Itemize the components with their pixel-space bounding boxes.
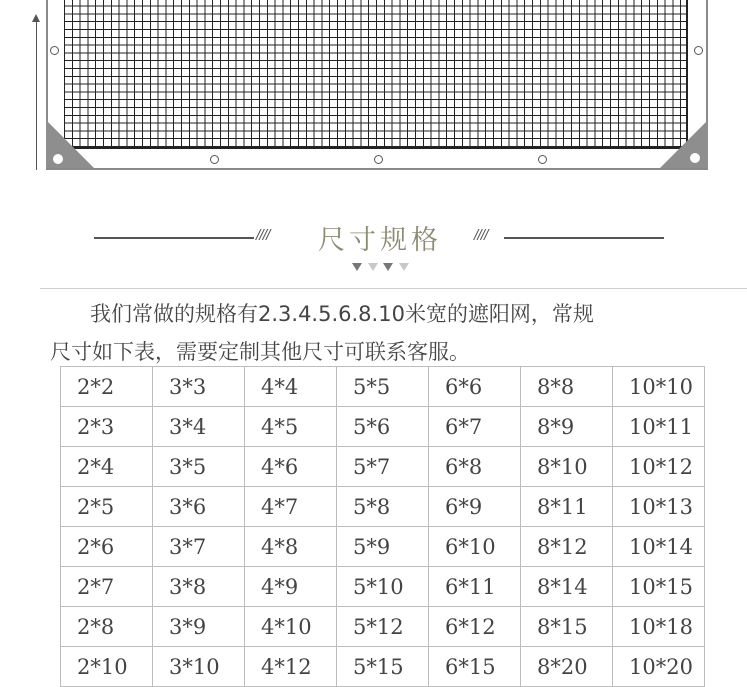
size-cell: 2*2 [61, 367, 153, 407]
grommet-icon [374, 155, 383, 164]
grommet-icon [538, 155, 547, 164]
table-row [61, 447, 705, 487]
size-cell: 6*10 [429, 527, 521, 567]
size-cell: 6*12 [429, 607, 521, 647]
down-triangle-icon [383, 263, 393, 271]
size-cell: 6*7 [429, 407, 521, 447]
size-cell: 3*6 [153, 487, 245, 527]
size-cell: 8*11 [521, 487, 613, 527]
description-line-1: 我们常做的规格有2.3.4.5.6.8.10米宽的遮阳网，常规 [90, 302, 594, 326]
shade-net-mesh-image [64, 0, 688, 149]
size-cell: 3*5 [153, 447, 245, 487]
size-cell: 10*13 [613, 487, 705, 527]
size-cell: 6*15 [429, 647, 521, 687]
size-cell: 10*11 [613, 407, 705, 447]
size-cell: 10*12 [613, 447, 705, 487]
size-cell: 8*10 [521, 447, 613, 487]
size-cell: 4*9 [245, 567, 337, 607]
size-cell: 2*5 [61, 487, 153, 527]
down-triangle-icon [368, 263, 378, 271]
size-cell: 2*4 [61, 447, 153, 487]
description-line-2: 尺寸如下表，需要定制其他尺寸可联系客服。 [50, 340, 470, 364]
size-cell: 4*8 [245, 527, 337, 567]
size-cell: 8*8 [521, 367, 613, 407]
size-cell: 10*14 [613, 527, 705, 567]
size-cell: 5*6 [337, 407, 429, 447]
table-row [61, 407, 705, 447]
table-row [61, 567, 705, 607]
size-cell: 10*10 [613, 367, 705, 407]
size-cell: 5*7 [337, 447, 429, 487]
down-triangle-icon [399, 263, 409, 271]
size-cell: 3*10 [153, 647, 245, 687]
size-cell: 4*7 [245, 487, 337, 527]
table-row [61, 607, 705, 647]
title-rule-left [94, 237, 254, 239]
size-cell: 3*8 [153, 567, 245, 607]
size-cell: 10*18 [613, 607, 705, 647]
size-cell: 5*8 [337, 487, 429, 527]
table-row [61, 527, 705, 567]
size-cell: 3*3 [153, 367, 245, 407]
size-cell: 6*6 [429, 367, 521, 407]
size-cell: 8*12 [521, 527, 613, 567]
size-cell: 3*4 [153, 407, 245, 447]
grommet-icon [694, 46, 703, 55]
size-cell: 4*12 [245, 647, 337, 687]
grommet-icon [50, 46, 59, 55]
title-slashes-right: //// [474, 228, 488, 243]
size-cell: 5*12 [337, 607, 429, 647]
size-cell: 6*9 [429, 487, 521, 527]
table-row [61, 487, 705, 527]
title-slashes-left: //// [256, 228, 270, 243]
size-cell: 4*4 [245, 367, 337, 407]
dimension-line [36, 18, 37, 170]
corner-reinforcement-right [660, 120, 708, 168]
size-cell: 2*7 [61, 567, 153, 607]
size-cell: 2*6 [61, 527, 153, 567]
size-cell: 5*5 [337, 367, 429, 407]
size-cell: 8*9 [521, 407, 613, 447]
size-cell: 2*3 [61, 407, 153, 447]
title-rule-right [504, 237, 664, 239]
section-title: 尺寸规格 [318, 225, 442, 256]
size-cell: 2*8 [61, 607, 153, 647]
size-cell: 2*10 [61, 647, 153, 687]
size-cell: 10*20 [613, 647, 705, 687]
down-triangle-icon [352, 263, 362, 271]
section-divider [40, 288, 747, 289]
size-cell: 8*14 [521, 567, 613, 607]
size-cell: 8*15 [521, 607, 613, 647]
size-cell: 6*11 [429, 567, 521, 607]
size-cell: 5*10 [337, 567, 429, 607]
size-cell: 5*9 [337, 527, 429, 567]
size-cell: 5*15 [337, 647, 429, 687]
size-table [60, 366, 705, 687]
size-cell: 4*5 [245, 407, 337, 447]
size-cell: 3*9 [153, 607, 245, 647]
corner-grommet-icon [53, 154, 63, 164]
dimension-arrow-icon [32, 14, 40, 22]
size-cell: 3*7 [153, 527, 245, 567]
grommet-icon [210, 155, 219, 164]
corner-grommet-icon [690, 153, 700, 163]
size-cell: 6*8 [429, 447, 521, 487]
table-row [61, 367, 705, 407]
table-row [61, 647, 705, 687]
size-cell: 8*20 [521, 647, 613, 687]
size-cell: 4*6 [245, 447, 337, 487]
size-cell: 4*10 [245, 607, 337, 647]
size-cell: 10*15 [613, 567, 705, 607]
